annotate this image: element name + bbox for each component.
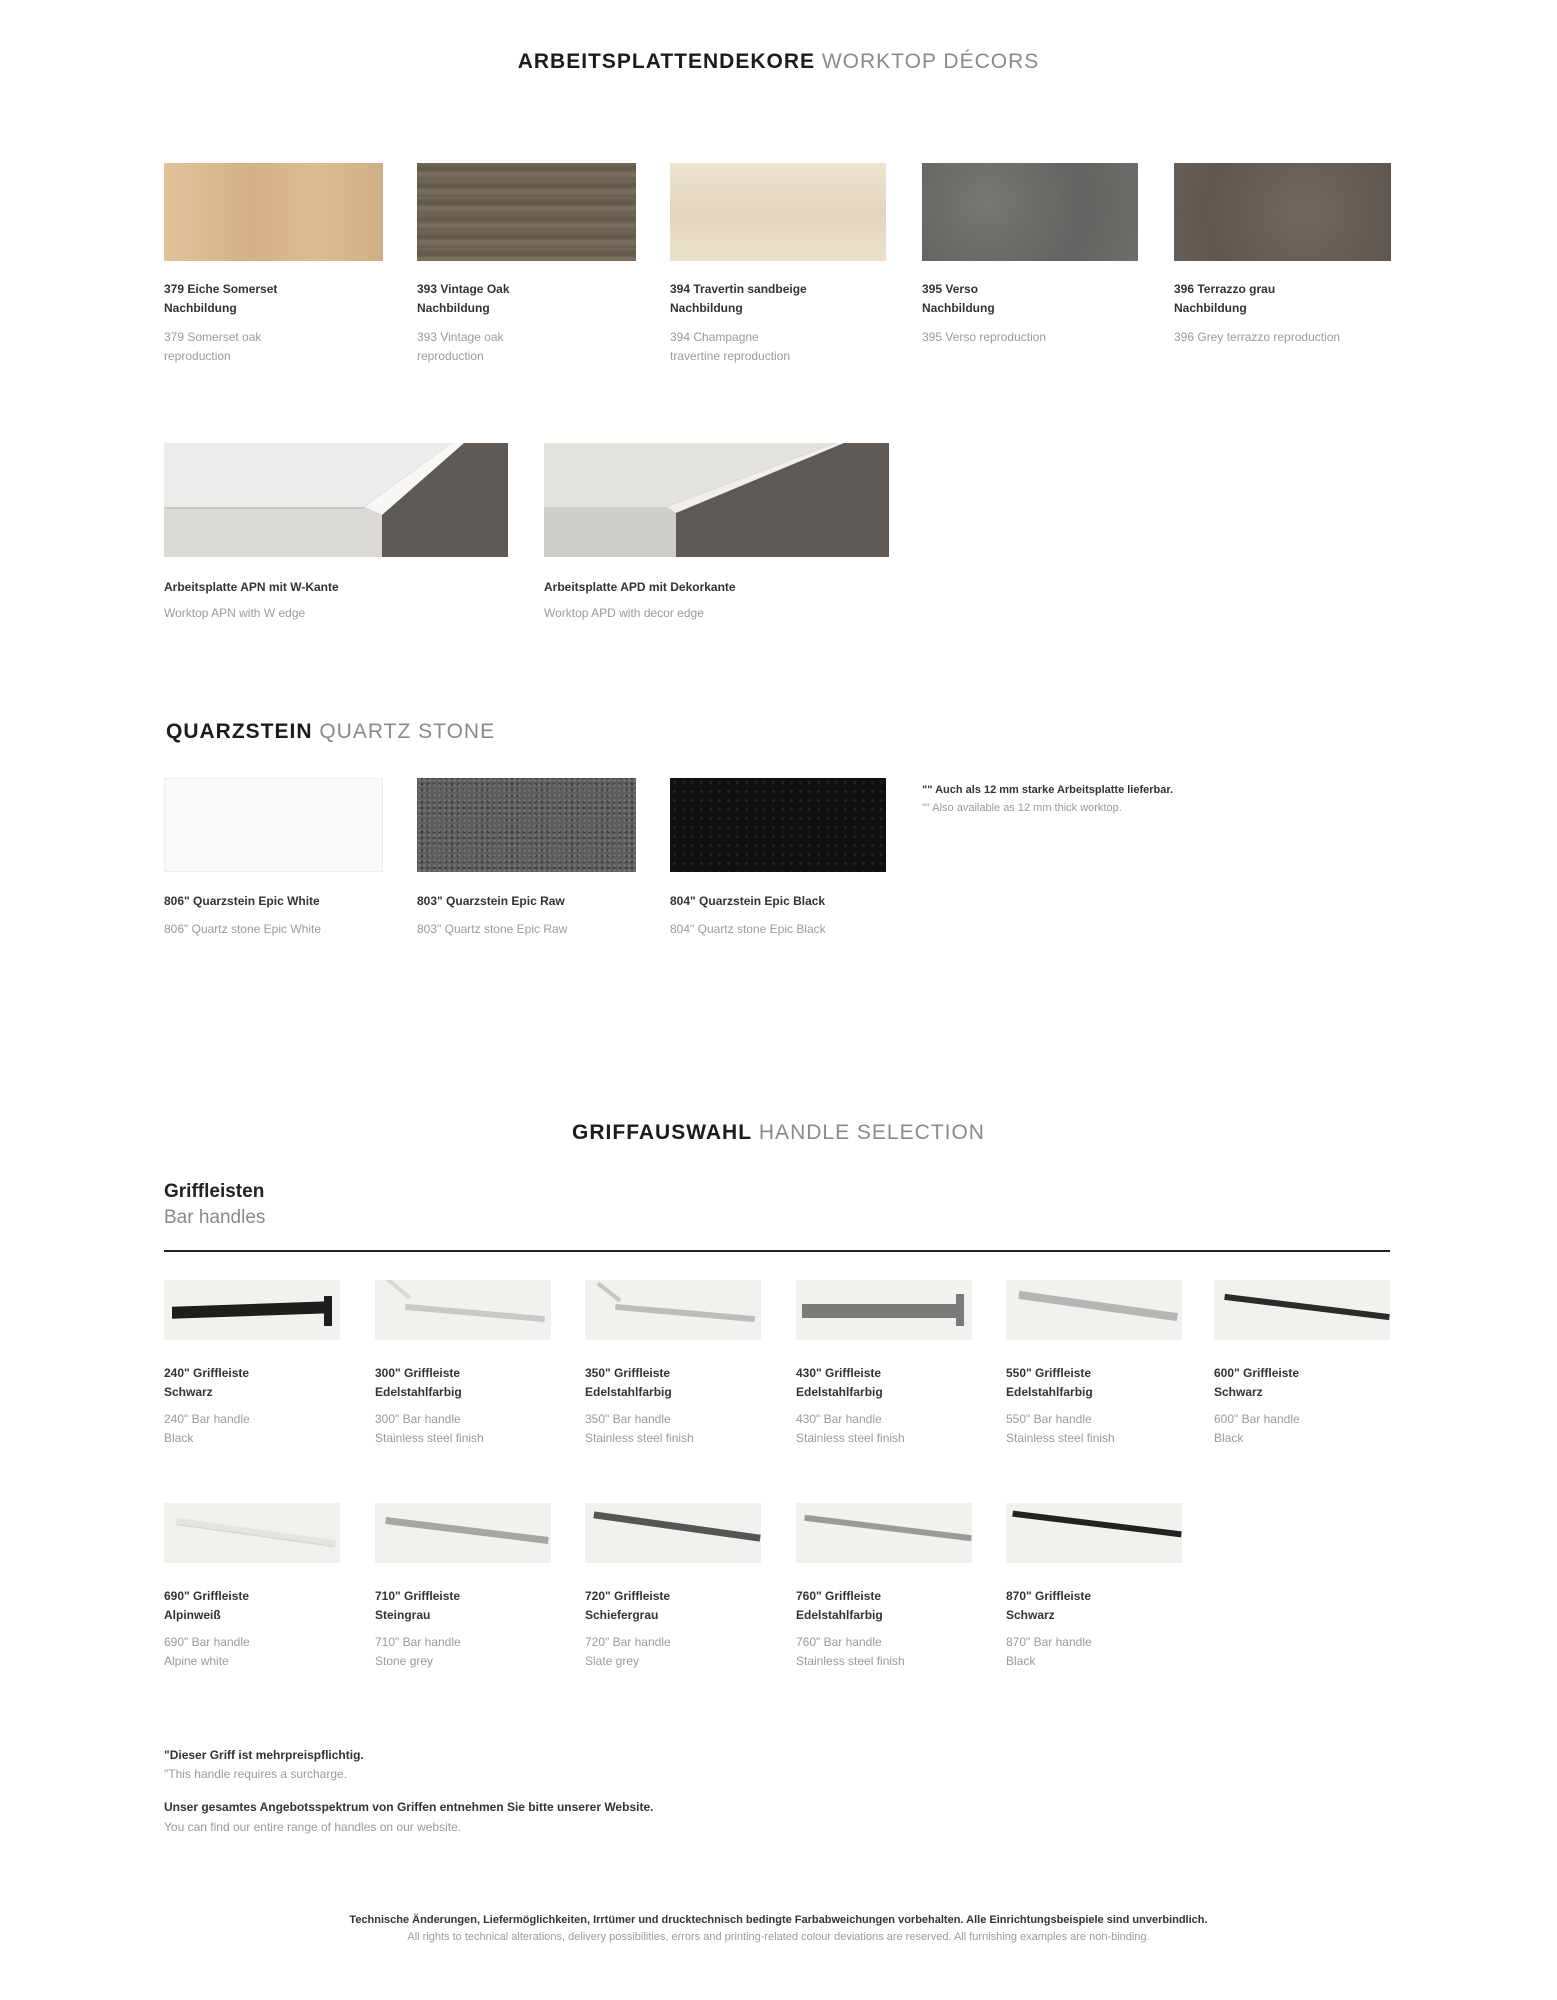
- handle-name-en: 350" Bar handle Stainless steel finish: [585, 1412, 694, 1445]
- handle-name-en: 600" Bar handle Black: [1214, 1412, 1300, 1445]
- handle-image: [375, 1280, 551, 1340]
- section-title-quartz: [166, 720, 495, 744]
- section-title-handles: [0, 1121, 1557, 1145]
- stone-name-en: 803" Quartz stone Epic Raw: [417, 922, 568, 936]
- title-bold: GRIFFAUSWAHL: [572, 1121, 753, 1144]
- decor-swatch: [670, 163, 886, 261]
- handle-note-en: You can find our entire range of handles on our website.: [164, 1820, 462, 1834]
- handle-name-en: 870" Bar handle Black: [1006, 1635, 1092, 1668]
- decor-name-en: 394 Champagne travertine reproduction: [670, 330, 791, 363]
- handle-image: [375, 1503, 551, 1563]
- handle-note: "Dieser Griff ist mehrpreispflichtig.: [164, 1748, 364, 1762]
- handle-image: [1006, 1503, 1182, 1563]
- handle-name: 870" Griffleiste Schwarz: [1006, 1589, 1092, 1622]
- stone-swatch: [417, 778, 636, 872]
- handle-name: 550" Griffleiste Edelstahlfarbig: [1006, 1366, 1093, 1399]
- decor-swatch: [417, 163, 636, 261]
- edge-name: Arbeitsplatte APN mit W-Kante: [164, 580, 339, 594]
- handle-note: Unser gesamtes Angebotsspektrum von Griffen entnehmen Sie bitte unserer Website.: [164, 1800, 654, 1814]
- handle-name: 300" Griffleiste Edelstahlfarbig: [375, 1366, 462, 1399]
- decor-swatch: [1174, 163, 1391, 261]
- handle-name: 430" Griffleiste Edelstahlfarbig: [796, 1366, 883, 1399]
- edge-image: [164, 443, 508, 557]
- handle-image: [164, 1280, 340, 1340]
- handle-name: 720" Griffleiste Schiefergrau: [585, 1589, 671, 1622]
- section-title-worktop: [0, 50, 1557, 74]
- title-bold: QUARZSTEIN: [166, 720, 313, 743]
- handle-name-en: 710" Bar handle Stone grey: [375, 1635, 461, 1668]
- title-bold: ARBEITSPLATTENDEKORE: [517, 50, 816, 73]
- handle-name-en: 430" Bar handle Stainless steel finish: [796, 1412, 905, 1445]
- stone-name-en: 806" Quartz stone Epic White: [164, 922, 322, 936]
- handle-image: [796, 1280, 972, 1340]
- decor-name: 379 Eiche Somerset Nachbildung: [164, 282, 278, 315]
- handle-name-en: 720" Bar handle Slate grey: [585, 1635, 671, 1668]
- footer-disclaimer-en: All rights to technical alterations, delivery possibilities, errors and printing-related colour deviations are reserved. All furnishing examples are non-binding.: [407, 1931, 1150, 1943]
- decor-name-en: 393 Vintage oak reproduction: [417, 330, 504, 363]
- handle-name: 690" Griffleiste Alpinweiß: [164, 1589, 250, 1622]
- decor-name: 394 Travertin sandbeige Nachbildung: [670, 282, 807, 315]
- stone-name: 804" Quarzstein Epic Black: [670, 894, 826, 908]
- title-light: QUARTZ STONE: [319, 720, 496, 743]
- handle-name: 760" Griffleiste Edelstahlfarbig: [796, 1589, 883, 1622]
- handle-name-en: 300" Bar handle Stainless steel finish: [375, 1412, 484, 1445]
- handle-image: [585, 1280, 761, 1340]
- handle-image: [1214, 1280, 1390, 1340]
- decor-swatch: [164, 163, 383, 261]
- footer-disclaimer: Technische Änderungen, Liefermöglichkeiten, Irrtümer und drucktechnisch bedingte Farbabweichungen vorbehalten. Alle Einrichtungsbeispiele sind unverbindlich.: [349, 1914, 1208, 1926]
- quartz-note: "" Auch als 12 mm starke Arbeitsplatte lieferbar.: [922, 784, 1174, 796]
- decor-name-en: 395 Verso reproduction: [922, 330, 1047, 344]
- edge-name: Arbeitsplatte APD mit Dekorkante: [544, 580, 736, 594]
- decor-name: 393 Vintage Oak Nachbildung: [417, 282, 510, 315]
- decor-swatch: [922, 163, 1138, 261]
- title-light: HANDLE SELECTION: [758, 1121, 985, 1144]
- decor-name: 395 Verso Nachbildung: [922, 282, 995, 315]
- stone-name: 806" Quarzstein Epic White: [164, 894, 320, 908]
- handle-name-en: 760" Bar handle Stainless steel finish: [796, 1635, 905, 1668]
- stone-swatch: [164, 778, 383, 872]
- handle-name-en: 240" Bar handle Black: [164, 1412, 250, 1445]
- handle-name: 240" Griffleiste Schwarz: [164, 1366, 250, 1399]
- handle-name: 350" Griffleiste Edelstahlfarbig: [585, 1366, 672, 1399]
- edge-image: [544, 443, 889, 557]
- handle-note-en: "This handle requires a surcharge.: [164, 1767, 348, 1781]
- title-light: WORKTOP DÉCORS: [821, 50, 1040, 73]
- handle-image: [1006, 1280, 1182, 1340]
- stone-swatch: [670, 778, 886, 872]
- edge-name-en: Worktop APD with decor edge: [544, 606, 704, 620]
- handle-image: [585, 1503, 761, 1563]
- divider: [164, 1250, 1390, 1252]
- handle-name: 600" Griffleiste Schwarz: [1214, 1366, 1300, 1399]
- handle-name: 710" Griffleiste Steingrau: [375, 1589, 461, 1622]
- quartz-note-en: "" Also available as 12 mm thick worktop.: [922, 802, 1122, 814]
- subsection-title-en: Bar handles: [164, 1207, 266, 1228]
- subsection-title: Griffleisten: [164, 1181, 265, 1202]
- handle-name-en: 550" Bar handle Stainless steel finish: [1006, 1412, 1115, 1445]
- decor-name-en: 396 Grey terrazzo reproduction: [1174, 330, 1341, 344]
- stone-name: 803" Quarzstein Epic Raw: [417, 894, 565, 908]
- edge-name-en: Worktop APN with W edge: [164, 606, 306, 620]
- stone-name-en: 804" Quartz stone Epic Black: [670, 922, 826, 936]
- handle-image: [796, 1503, 972, 1563]
- handle-image: [164, 1503, 340, 1563]
- handle-name-en: 690" Bar handle Alpine white: [164, 1635, 250, 1668]
- decor-name-en: 379 Somerset oak reproduction: [164, 330, 262, 363]
- decor-name: 396 Terrazzo grau Nachbildung: [1174, 282, 1276, 315]
